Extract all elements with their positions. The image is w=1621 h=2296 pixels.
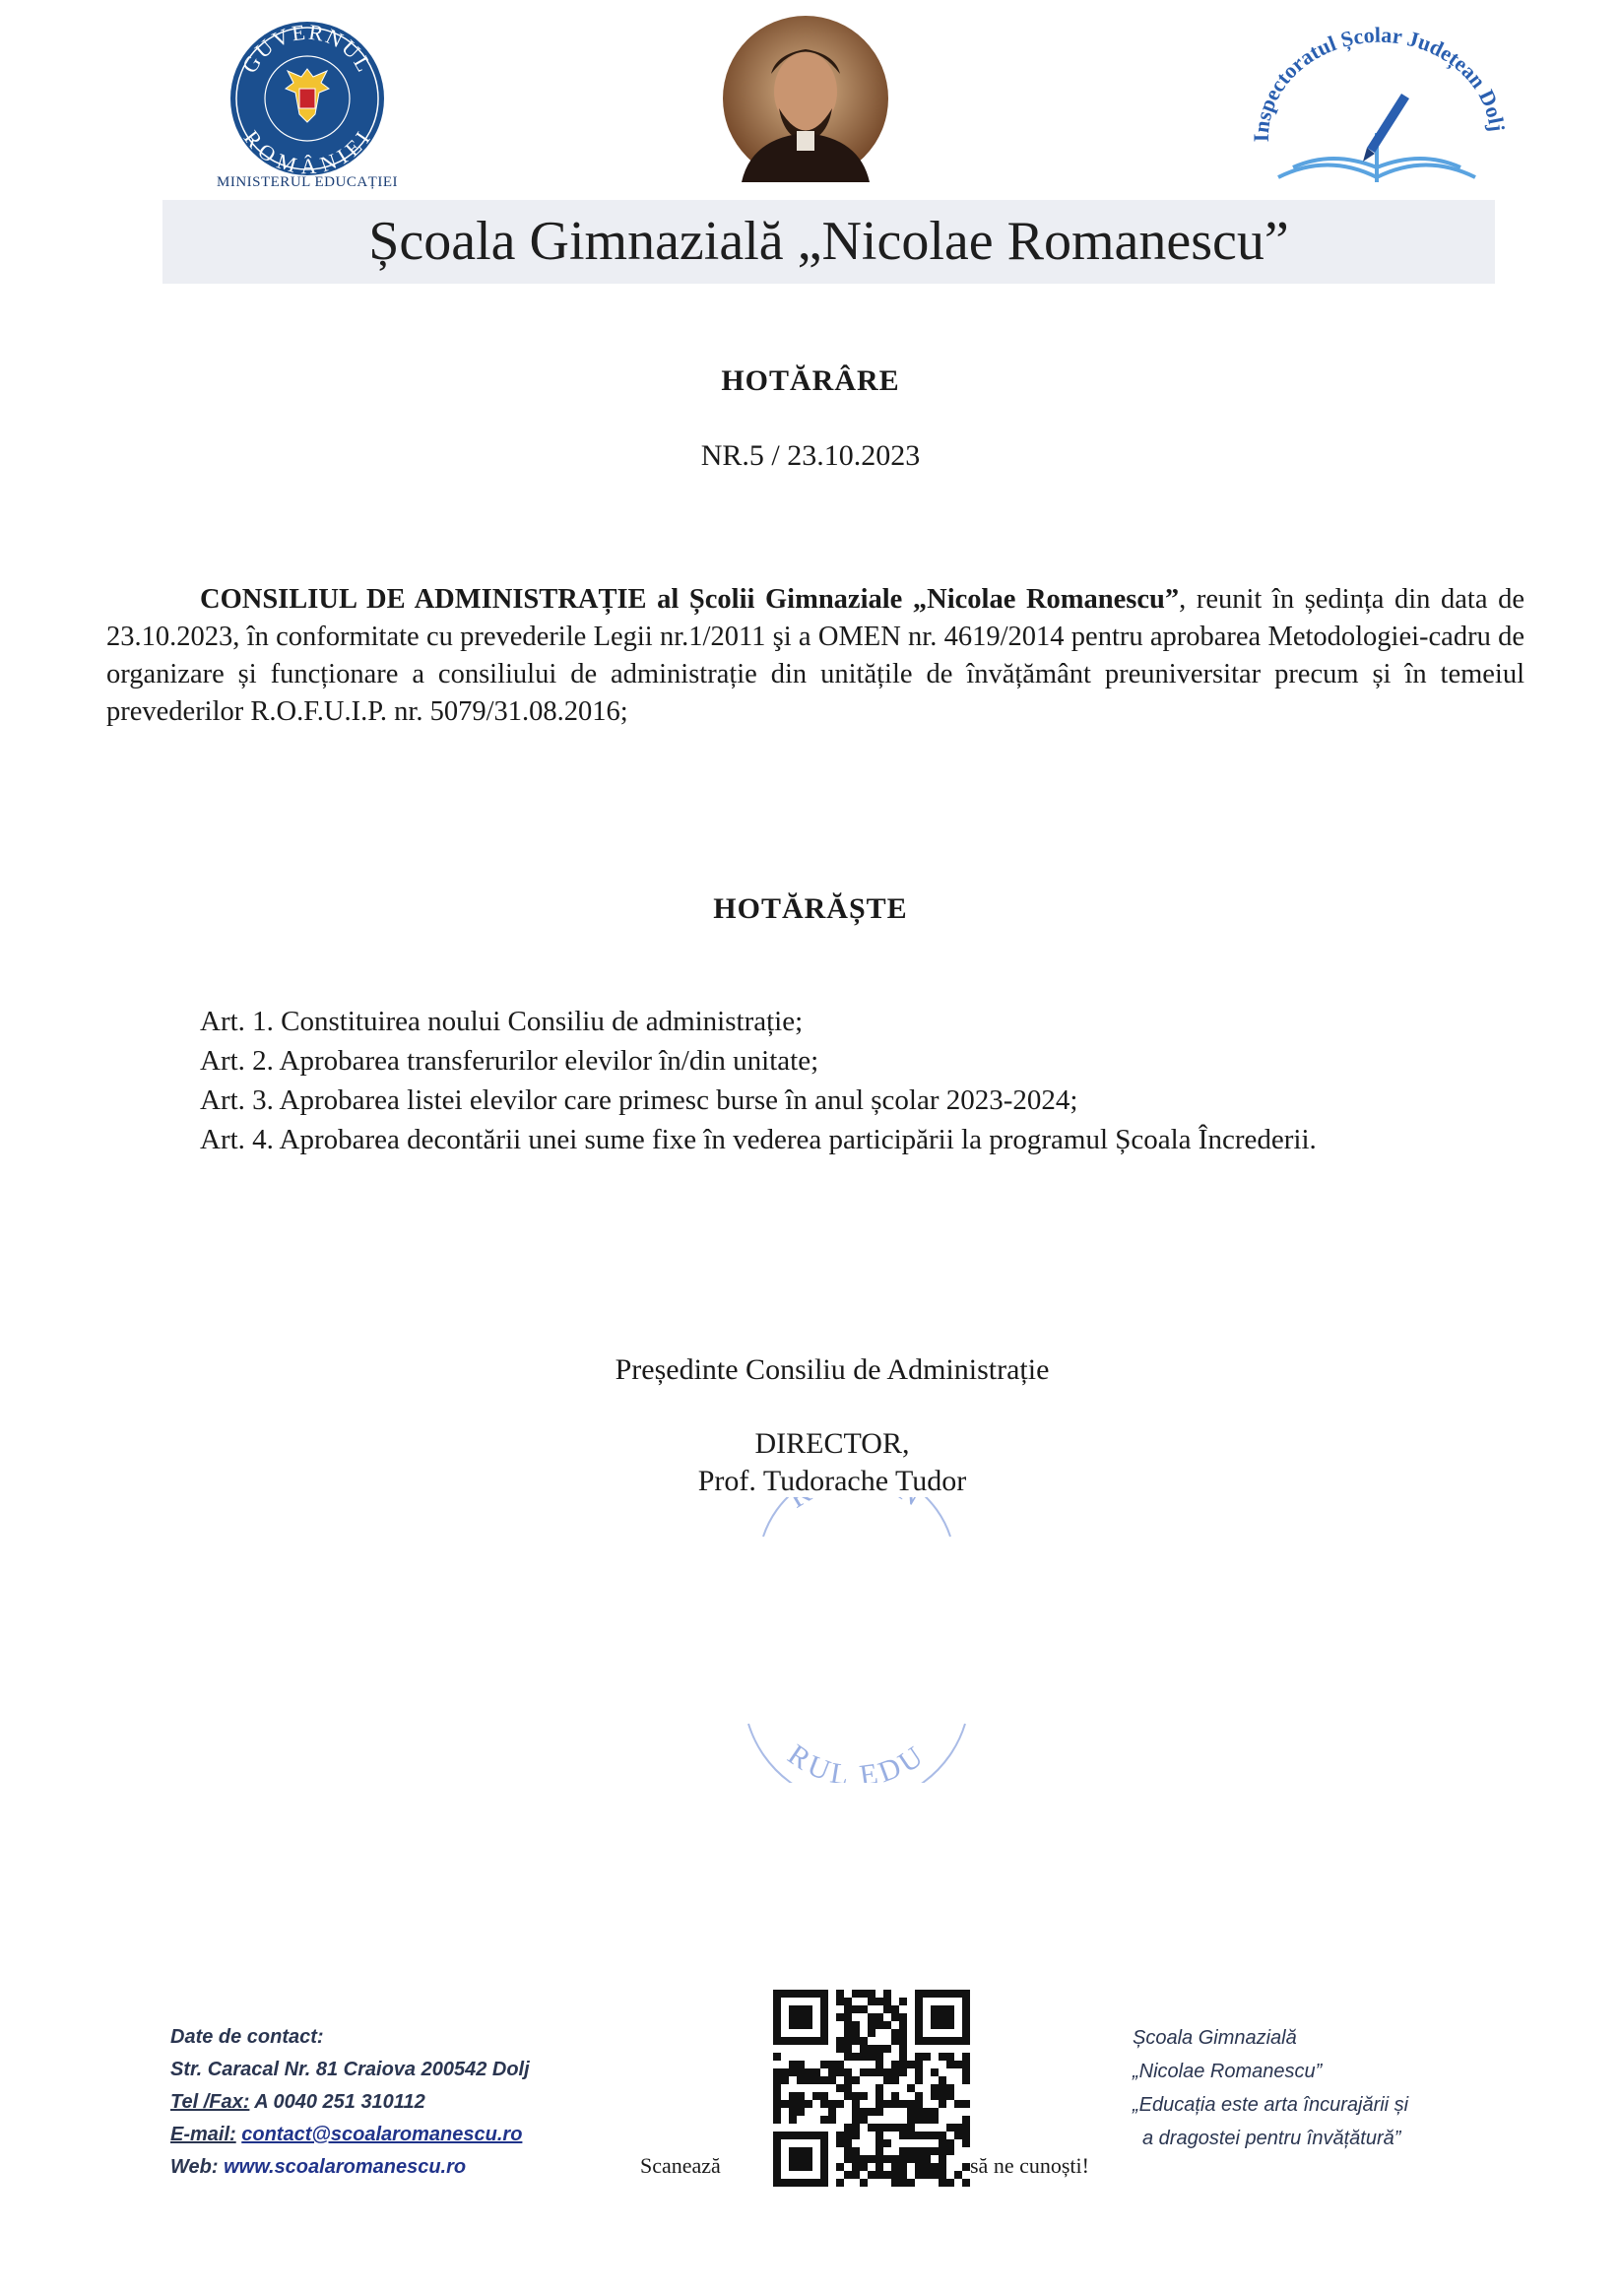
- svg-text:Inspectoratul Școlar Județean: [1249, 25, 1510, 142]
- inspectorate-logo: [1239, 25, 1515, 202]
- gov-logo-bottom-text: ROMÂNIEI: [238, 125, 376, 177]
- preamble-paragraph: [106, 581, 1524, 731]
- patron-portrait: [722, 15, 889, 182]
- web-label: Web:: [170, 2156, 219, 2178]
- article-item: Art. 2. Aprobarea transferurilor elevilor în/din unitate;: [200, 1045, 819, 1077]
- decision-title: HOTĂRĂȘTE: [713, 892, 908, 925]
- email-line: [170, 2119, 530, 2151]
- director-name: Prof. Tudorache Tudor: [697, 1465, 967, 1497]
- stamp-top-text: [783, 1497, 931, 1515]
- contact-title: Date de contact:: [170, 2026, 324, 2048]
- contact-block: [170, 2021, 530, 2184]
- phone-label: Tel /Fax:: [170, 2091, 250, 2113]
- official-stamp: [734, 1497, 980, 1783]
- motto-line-2: a dragostei pentru învățătură”: [1142, 2128, 1401, 2149]
- email-label: E-mail:: [170, 2124, 236, 2145]
- web-link[interactable]: www.scoalaromanescu.ro: [224, 2156, 467, 2178]
- gov-logo-top-text: GUVERNUL: [236, 20, 378, 78]
- isj-logo-text: Inspectoratul Școlar Județean Dolj: [1248, 25, 1510, 143]
- qr-code-icon[interactable]: [773, 1990, 970, 2187]
- article-item: Art. 4. Aprobarea decontării unei sume fixe în vederea participării la programul Școala Încrederii.: [200, 1124, 1317, 1155]
- svg-text:ROMÂN: [783, 1497, 931, 1515]
- stamp-bottom-text: RUL EDU: [781, 1738, 933, 1783]
- preamble-bold: CONSILIUL DE ADMINISTRAȚIE al Școlii Gimnaziale „Nicolae Romanescu”: [200, 584, 1180, 615]
- svg-text:RUL EDU: [782, 1738, 932, 1783]
- president-label: Președinte Consiliu de Administrație: [615, 1353, 1050, 1386]
- scan-caption-left: Scanează: [640, 2153, 721, 2178]
- document-title: HOTĂRÂRE: [721, 364, 900, 397]
- school-name-banner: Școala Gimnazială „Nicolae Romanescu”: [162, 200, 1495, 284]
- ministry-caption: MINISTERUL EDUCAȚIEI: [216, 174, 398, 190]
- scan-caption-right: să ne cunoști!: [970, 2153, 1089, 2178]
- footer-school-block: [1133, 2021, 1408, 2155]
- articles-list: [200, 1002, 1559, 1159]
- pen-icon: [1363, 94, 1409, 162]
- phone-number: A 0040 251 310112: [249, 2091, 425, 2113]
- footer-school-line-2: „Nicolae Romanescu”: [1133, 2061, 1323, 2082]
- web-line: [170, 2151, 530, 2184]
- article-item: Art. 3. Aprobarea listei elevilor care primesc burse în anul școlar 2023-2024;: [200, 1084, 1078, 1116]
- article-item: Art. 1. Constituirea noului Consiliu de administrație;: [200, 1006, 804, 1037]
- email-link[interactable]: contact@scoalaromanescu.ro: [241, 2124, 523, 2145]
- phone-line: [170, 2086, 530, 2119]
- document-number: NR.5 / 23.10.2023: [700, 439, 921, 472]
- address: Str. Caracal Nr. 81 Craiova 200542 Dolj: [170, 2059, 530, 2080]
- director-label: DIRECTOR,: [754, 1427, 910, 1460]
- government-logo: [209, 20, 406, 197]
- preamble-text: , reunit în ședința din data de 23.10.2023, în conformitate cu prevederile Legii nr.1/2011 şi a OMEN nr. 4619/2014 pentru aprobarea Metodologiei-cadru de organizare și funcționare a consiliului de administrație din unitățile de învățământ preuniversitar precum și în temeiul prevederilor R.O.F.U.I.P. nr. 5079/31.08.2016;: [106, 584, 1524, 727]
- footer-school-line-1: Școala Gimnazială: [1133, 2027, 1297, 2049]
- motto-line-1: „Educația este arta încurajării și: [1133, 2094, 1409, 2116]
